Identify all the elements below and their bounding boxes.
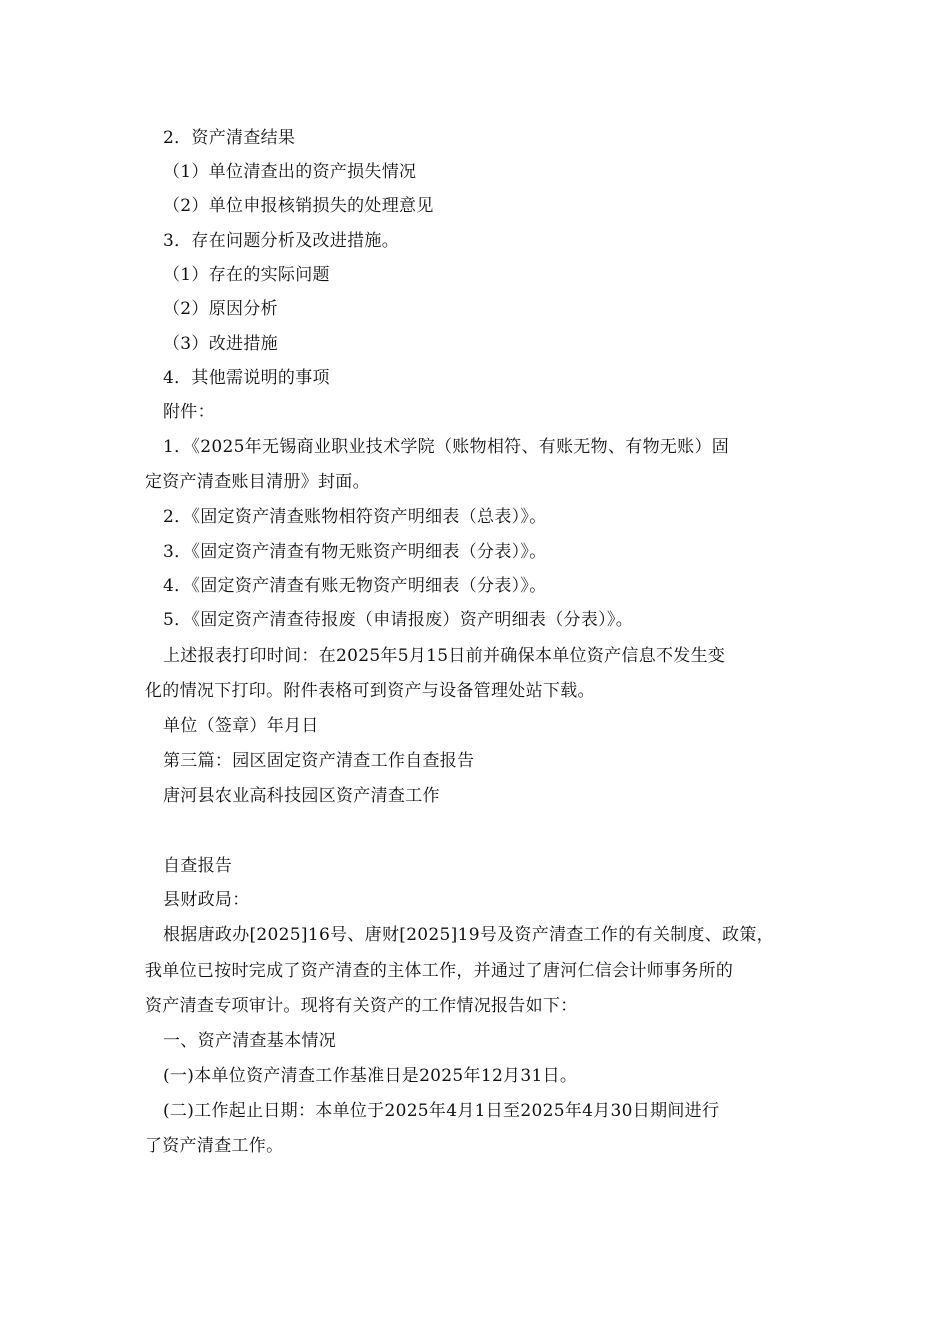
text-line: 了资产清查工作。: [145, 1136, 284, 1156]
text-line: （2）原因分析: [163, 299, 278, 319]
text-line: 化的情况下打印。附件表格可到资产与设备管理处站下载。: [145, 681, 595, 701]
text-line: 我单位已按时完成了资产清查的主体工作，并通过了唐河仁信会计师事务所的: [145, 961, 734, 981]
text-line: （1）单位清查出的资产损失情况: [163, 162, 417, 182]
section-heading: 第三篇：园区固定资产清查工作自查报告: [163, 751, 475, 771]
text-line: 4．其他需说明的事项: [163, 368, 330, 388]
text-line: 上述报表打印时间：在2025年5月15日前并确保本单位资产信息不发生变: [163, 646, 726, 666]
text-line: 唐河县农业高科技园区资产清查工作: [163, 786, 440, 806]
text-line: (一)本单位资产清查工作基准日是2025年12月31日。: [163, 1066, 578, 1086]
text-line: （2）单位申报核销损失的处理意见: [163, 196, 434, 216]
text-line: （3）改进措施: [163, 334, 278, 354]
text-line: 附件：: [163, 402, 215, 422]
text-line: （1）存在的实际问题: [163, 265, 330, 285]
text-line: 3．存在问题分析及改进措施。: [163, 231, 400, 251]
text-line: 5．《固定资产清查待报废（申请报废）资产明细表（分表）》。: [163, 610, 634, 630]
text-line: 单位（签章）年月日: [163, 716, 319, 736]
text-line: 根据唐政办[2025]16号、唐财[2025]19号及资产清查工作的有关制度、政策，: [163, 925, 774, 945]
text-line: 1．《2025年无锡商业职业技术学院（账物相符、有账无物、有物无账）固: [163, 437, 730, 457]
section-heading: 一、资产清查基本情况: [163, 1031, 336, 1051]
text-line: (二)工作起止日期：本单位于2025年4月1日至2025年4月30日期间进行: [163, 1101, 720, 1121]
text-line: 资产清查专项审计。现将有关资产的工作情况报告如下：: [145, 996, 578, 1016]
text-line: 定资产清查账目清册》封面。: [145, 472, 370, 492]
text-line: 2．资产清查结果: [163, 128, 296, 148]
text-line: 2．《固定资产清查账物相符资产明细表（总表）》。: [163, 507, 547, 527]
report-title: 自查报告: [163, 856, 233, 876]
text-line: 4．《固定资产清查有账无物资产明细表（分表）》。: [163, 576, 547, 596]
addressee: 县财政局：: [163, 890, 250, 910]
text-line: 3．《固定资产清查有物无账资产明细表（分表）》。: [163, 542, 547, 562]
